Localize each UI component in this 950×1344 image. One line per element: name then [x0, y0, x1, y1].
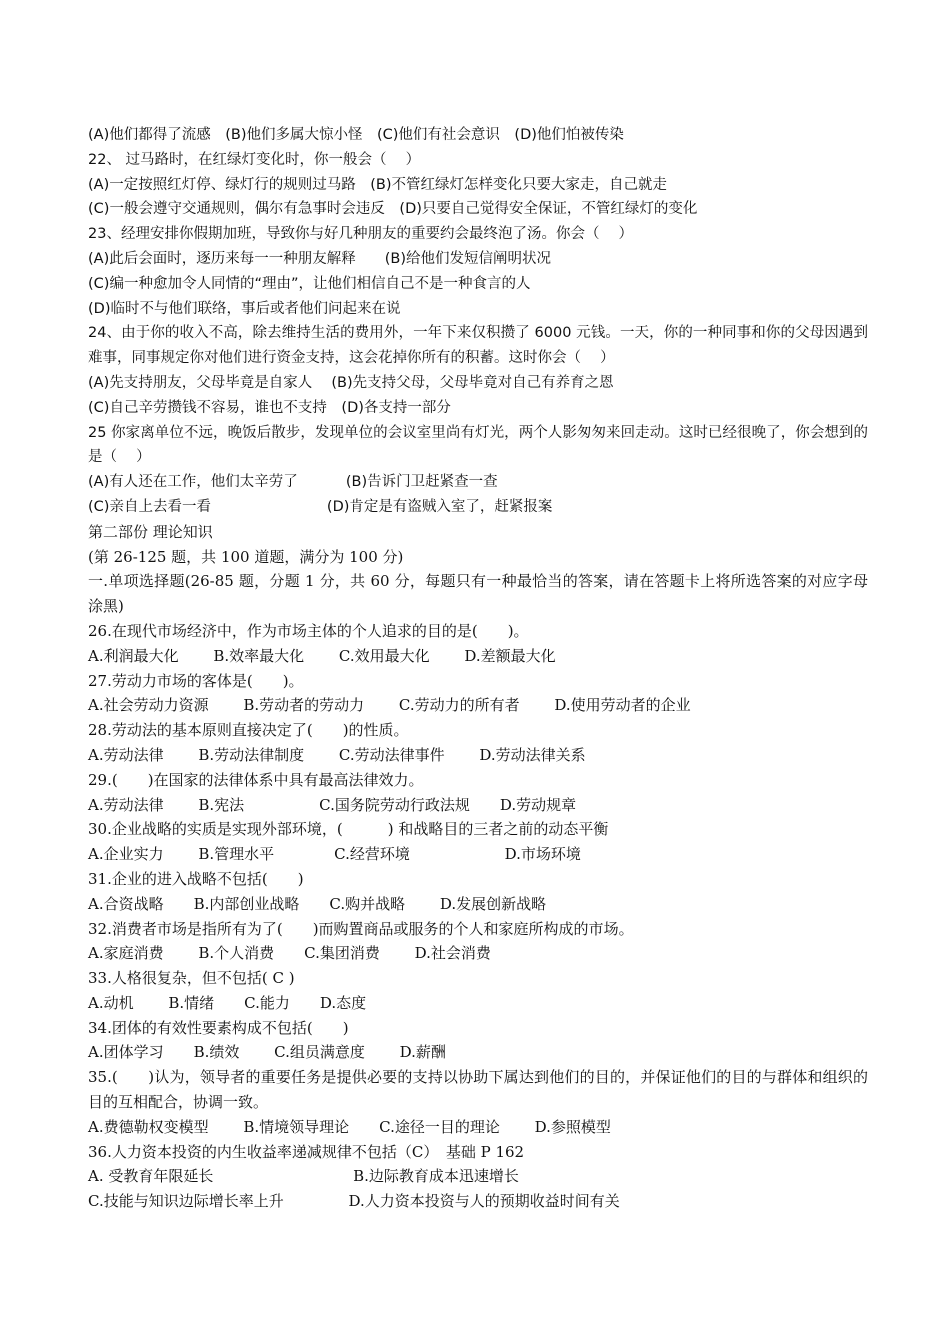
section-instructions: 一.单项选择题(26-85 题，分题 1 分，共 60 分，每题只有一种最恰当的答案，请在答题卡上将所选答案的对应字母涂黑)	[88, 572, 868, 616]
q24-stem: 24、由于你的收入不高，除去维持生活的费用外，一年下来仅积攒了 6000 元钱。一天，你的一种同事和你的父母因遇到难事，同事规定你对他们进行资金支持，这会花掉你所有的积蓄。这时你会（ ）	[88, 325, 868, 367]
q29-options: A.劳动法律 B.宪法 C.国务院劳动行政法规 D.劳动规章	[88, 795, 577, 814]
q36-options-ab: A. 受教育年限延长 B.边际教育成本迅速增长	[88, 1167, 519, 1186]
page-content	[88, 123, 868, 1214]
q31-stem: 31.企业的进入战略不包括( )	[88, 869, 304, 888]
q29-stem: 29.( )在国家的法律体系中具有最高法律效力。	[88, 770, 424, 789]
q22-options-cd: (C)一般会遵守交通规则，偶尔有急事时会违反 (D)只要自己觉得安全保证，不管红绿灯的变化	[88, 201, 698, 218]
q30-options: A.企业实力 B.管理水平 C.经营环境 D.市场环境	[88, 845, 581, 864]
q36-stem: 36.人力资本投资的内生收益率递减规律不包括（C） 基础 P 162	[88, 1142, 525, 1161]
q26-stem: 26.在现代市场经济中，作为市场主体的个人追求的目的是( )。	[88, 621, 529, 640]
q35-options: A.费德勒权变模型 B.情境领导理论 C.途径一目的理论 D.参照模型	[88, 1117, 611, 1136]
q34-options: A.团体学习 B.绩效 C.组员满意度 D.薪酬	[88, 1043, 446, 1062]
q27-stem: 27.劳动力市场的客体是( )。	[88, 671, 304, 690]
q26-options: A.利润最大化 B.效率最大化 C.效用最大化 D.差额最大化	[88, 646, 556, 665]
section-title: 第二部份 理论知识	[88, 522, 213, 541]
q25-stem: 25 你家离单位不远，晚饭后散步，发现单位的会议室里尚有灯光，两个人影匆匆来回走动。这时已经很晚了，你会想到的是（ ）	[88, 424, 868, 466]
q27-options: A.社会劳动力资源 B.劳动者的劳动力 C.劳动力的所有者 D.使用劳动者的企业	[88, 696, 691, 715]
q30-stem: 30.企业战略的实质是实现外部环境，( ) 和战略目的三者之前的动态平衡	[88, 820, 609, 839]
section-note: (第 26-125 题，共 100 道题，满分为 100 分)	[88, 547, 404, 566]
q32-stem: 32.消费者市场是指所有为了( )而购置商品或服务的个人和家庭所构成的市场。	[88, 919, 634, 938]
q24-options-cd: (C)自己辛劳攒钱不容易，谁也不支持 (D)各支持一部分	[88, 399, 451, 416]
q28-options: A.劳动法律 B.劳动法律制度 C.劳动法律事件 D.劳动法律关系	[88, 745, 586, 764]
q23-option-d: (D)临时不与他们联络，事后或者他们问起来在说	[88, 300, 401, 317]
q35-stem: 35.( )认为，领导者的重要任务是提供必要的支持以协助下属达到他们的目的，并保证他们的目的与群体和组织的目的互相配合，协调一致。	[88, 1068, 868, 1112]
q22-options-ab: (A)一定按照红灯停、绿灯行的规则过马路 (B)不管红绿灯怎样变化只要大家走，自己就走	[88, 176, 667, 193]
q31-options: A.合资战略 B.内部创业战略 C.购并战略 D.发展创新战略	[88, 894, 547, 913]
q25-options-cd: (C)亲自上去看一看 (D)肯定是有盗贼入室了，赶紧报案	[88, 498, 553, 515]
q32-options: A.家庭消费 B.个人消费 C.集团消费 D.社会消费	[88, 944, 491, 963]
q22-stem: 22、 过马路时，在红绿灯变化时，你一般会（ ）	[88, 151, 421, 168]
q33-options: A.动机 B.情绪 C.能力 D.态度	[88, 993, 367, 1012]
q25-options-ab: (A)有人还在工作，他们太辛劳了 (B)告诉门卫赶紧查一查	[88, 474, 498, 491]
q33-stem: 33.人格很复杂，但不包括( C )	[88, 969, 295, 988]
q21-options: (A)他们都得了流感 (B)他们多属大惊小怪 (C)他们有社会意识 (D)他们怕被传染	[88, 127, 624, 143]
q23-option-c: (C)编一种愈加令人同情的“理由”，让他们相信自己不是一种食言的人	[88, 275, 531, 292]
q23-options-ab: (A)此后会面时，逐历来每一一种朋友解释 (B)给他们发短信阐明状况	[88, 250, 551, 267]
q36-options-cd: C.技能与知识边际增长率上升 D.人力资本投资与人的预期收益时间有关	[88, 1192, 620, 1211]
q24-options-ab: (A)先支持朋友，父母毕竟是自家人 (B)先支持父母，父母毕竟对自己有养育之恩	[88, 374, 614, 391]
q34-stem: 34.团体的有效性要素构成不包括( )	[88, 1018, 349, 1037]
q23-stem: 23、经理安排你假期加班，导致你与好几种朋友的重要约会最终泡了汤。你会（ ）	[88, 226, 634, 243]
q28-stem: 28.劳动法的基本原则直接决定了( )的性质。	[88, 721, 409, 740]
